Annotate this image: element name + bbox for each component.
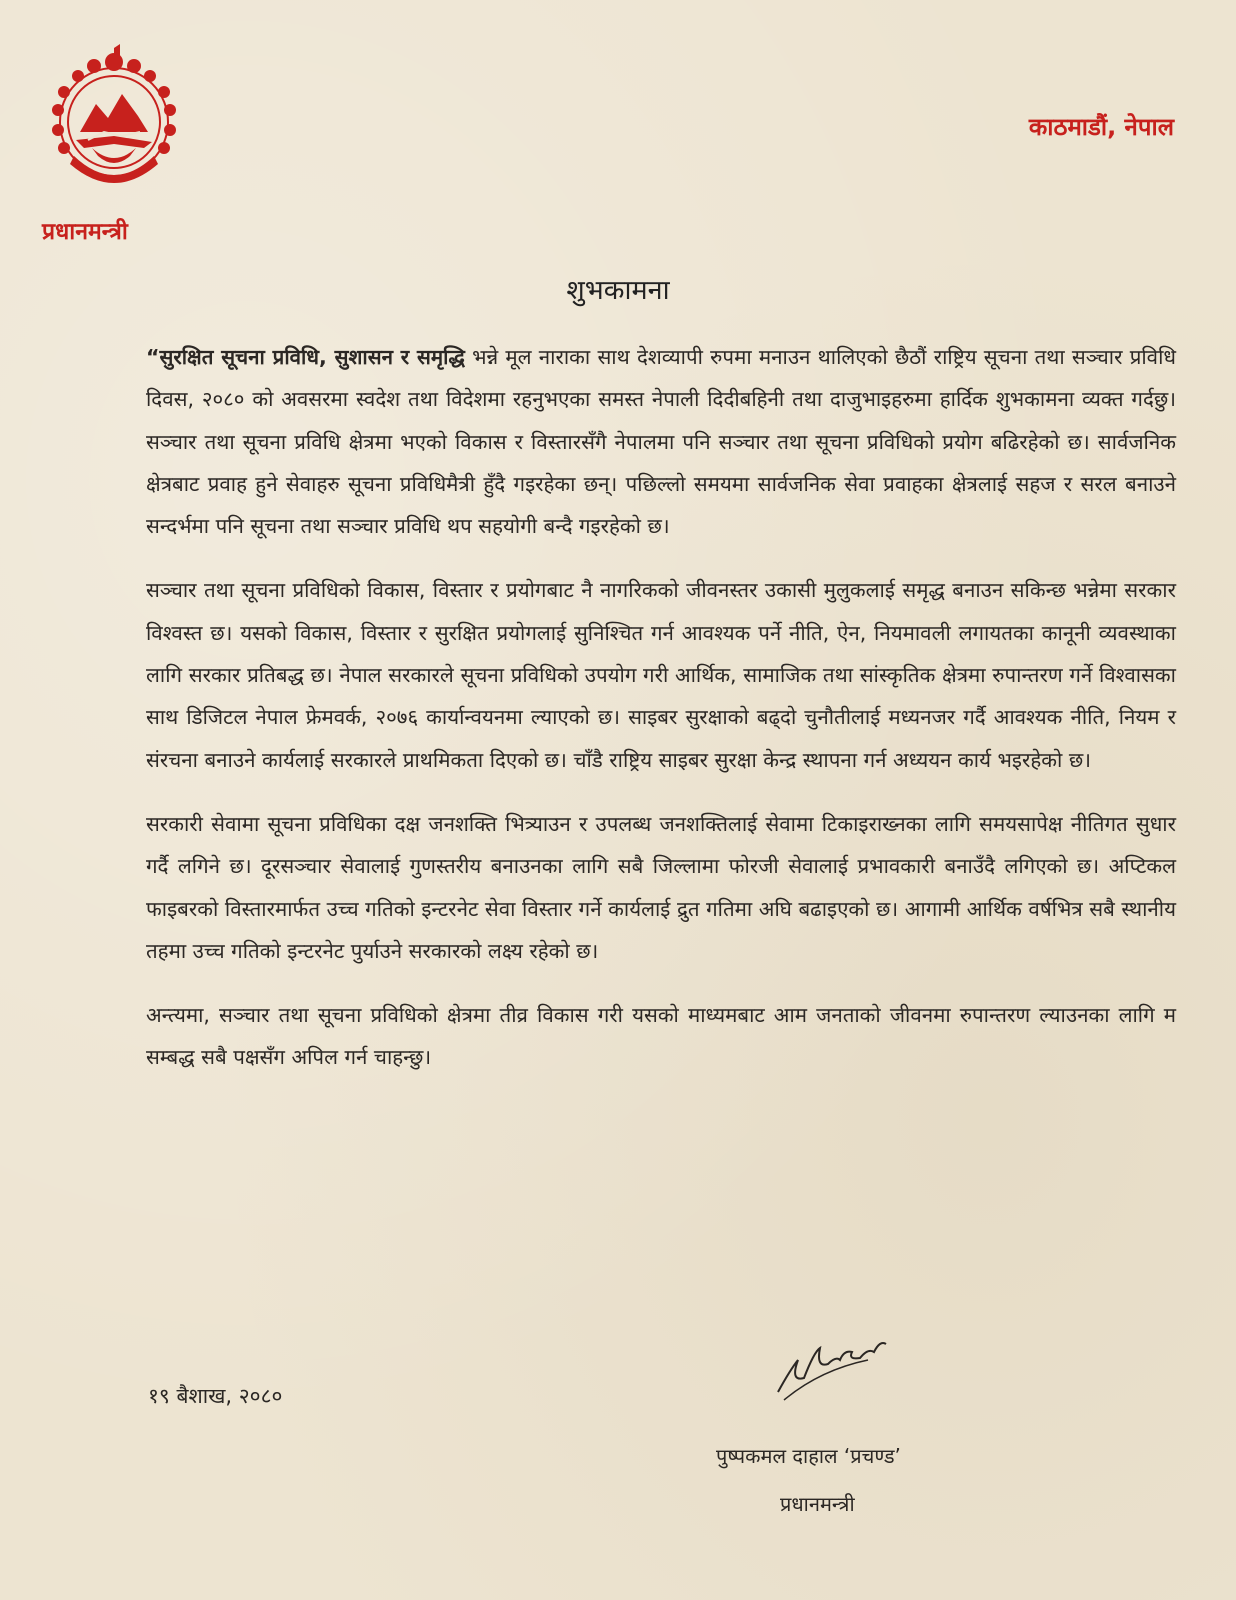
letter-title: शुभकामना — [566, 275, 670, 306]
paragraph: सञ्चार तथा सूचना प्रविधिको विकास, विस्तार र प्रयोगबाट नै नागरिकको जीवनस्तर उकासी मुलुकलाई समृद्ध बनाउन सकिन्छ भन्नेमा सरकार विश्वस्त छ। यसको विकास, विस्तार र सुरक्षित प्रयोगलाई सुनिश्चित गर्न आवश्यक पर्ने नीति, ऐन, नियमावली लगायतका कानूनी व्यवस्थाका लागि सरकार प्रतिबद्ध छ। नेपाल सरकारले सूचना प्रविधिको उपयोग गरी आर्थिक, सामाजिक तथा सांस्कृतिक क्षेत्रमा रुपान्तरण गर्ने विश्वासका साथ डिजिटल नेपाल फ्रेमवर्क, २०७६ कार्यान्वयनमा ल्याएको छ। साइबर सुरक्षाको बढ्दो चुनौतीलाई मध्यनजर गर्दै आवश्यक नीति, नियम र संरचना बनाउने कार्यलाई सरकारले प्राथमिकता दिएको छ। चाँडै राष्ट्रिय साइबर सुरक्षा केन्द्र स्थापना गर्न अध्ययन कार्य भइरहेको छ। — [146, 578, 1176, 772]
paragraph: अन्त्यमा, सञ्चार तथा सूचना प्रविधिको क्षेत्रमा तीव्र विकास गरी यसको माध्यमबाट आम जनताको जीवनमा रुपान्तरण ल्याउनका लागि म सम्बद्ध सबै पक्षसँग अपिल गर्न चाहन्छु। — [146, 1003, 1176, 1070]
paragraph: सरकारी सेवामा सूचना प्रविधिका दक्ष जनशक्ति भित्र्याउन र उपलब्ध जनशक्तिलाई सेवामा टिकाइराख्नका लागि समयसापेक्ष नीतिगत सुधार गर्दै लगिने छ। दूरसञ्चार सेवालाई गुणस्तरीय बनाउनका लागि सबै जिल्लामा फोरजी सेवालाई प्रभावकारी बनाउँदै लगिएको छ। अप्टिकल फाइबरको विस्तारमार्फत उच्च गतिको इन्टरनेट सेवा विस्तार गर्ने कार्यलाई द्रुत गतिमा अघि बढाइएको छ। आगामी आर्थिक वर्षभित्र सबै स्थानीय तहमा उच्च गतिको इन्टरनेट पुर्याउने सरकारको लक्ष्य रहेको छ। — [146, 811, 1176, 963]
slogan: “सुरक्षित सूचना प्रविधि, सुशासन र समृद्धि — [146, 345, 465, 369]
letter-body — [146, 336, 1176, 1101]
location-heading: काठमाडौं, नेपाल — [1028, 113, 1174, 141]
paragraph — [146, 336, 1176, 547]
signer-title: प्रधानमन्त्री — [780, 1492, 855, 1516]
signer-name: पुष्पकमल दाहाल ‘प्रचण्ड’ — [716, 1444, 901, 1468]
letter-date: १९ बैशाख, २०८० — [148, 1384, 283, 1408]
office-heading: प्रधानमन्त्री — [42, 219, 128, 245]
national-emblem-icon — [34, 44, 194, 194]
signature-icon — [770, 1330, 900, 1410]
paragraph-text: भन्ने मूल नाराका साथ देशव्यापी रुपमा मनाउन थालिएको छैठौं राष्ट्रिय सूचना तथा सञ्चार प्रविधि दिवस, २०८० को अवसरमा स्वदेश तथा विदेशमा रहनुभएका समस्त नेपाली दिदीबहिनी तथा दाजुभाइहरुमा हार्दिक शुभकामना व्यक्त गर्दछु। सञ्चार तथा सूचना प्रविधि क्षेत्रमा भएको विकास र विस्तारसँगै नेपालमा पनि सञ्चार तथा सूचना प्रविधिको प्रयोग बढिरहेको छ। सार्वजनिक क्षेत्रबाट प्रवाह हुने सेवाहरु सूचना प्रविधिमैत्री हुँदै गइरहेका छन्। पछिल्लो समयमा सार्वजनिक सेवा प्रवाहका क्षेत्रलाई सहज र सरल बनाउने सन्दर्भमा पनि सूचना तथा सञ्चार प्रविधि थप सहयोगी बन्दै गइरहेको छ। — [146, 345, 1177, 539]
